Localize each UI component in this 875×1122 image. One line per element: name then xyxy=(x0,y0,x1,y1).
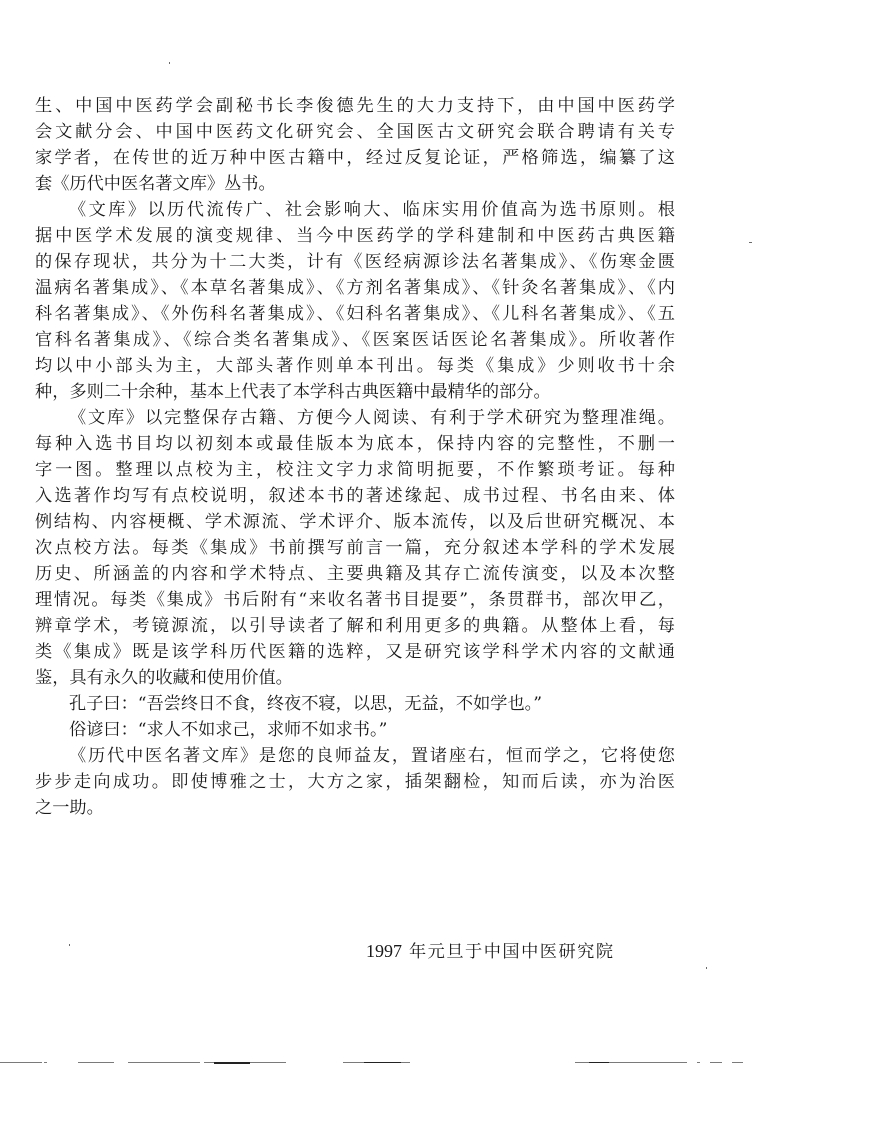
text-line: 会文献分会、中国中医药文化研究会、全国医古文研究会联合聘请有关专 xyxy=(35,122,675,142)
scan-bottom-rule xyxy=(732,1062,743,1063)
text-line: 均以中小部头为主，大部头著作则单本刊出。每类《集成》少则收书十余 xyxy=(35,356,675,376)
text-line: 科名著集成》、《外伤科名著集成》、《妇科名著集成》、《儿科名著集成》、《五 xyxy=(35,304,675,324)
text-line: 鉴，具有永久的收藏和使用价值。 xyxy=(35,668,293,688)
scan-bottom-rule xyxy=(128,1062,200,1063)
paragraph-selection-principles xyxy=(35,197,675,405)
text-line: 套《历代中医名著文库》丛书。 xyxy=(35,174,276,194)
scan-bottom-rule xyxy=(44,1062,47,1063)
text-line: 种，多则二十余种，基本上代表了本学科古典医籍中最精华的部分。 xyxy=(35,382,551,402)
text-line: 类《集成》既是该学科历代医籍的选粹，又是研究该学科学术内容的文献通 xyxy=(35,642,675,662)
text-line: 历史、所涵盖的内容和学术特点、主要典籍及其存亡流传演变，以及本次整 xyxy=(35,564,675,584)
paragraph-closing xyxy=(35,743,675,821)
signature-text: 年元旦于中国中医研究院 xyxy=(408,942,615,962)
text-line: 理情况。每类《集成》书后附有“来收名著书目提要”，条贯群书，部次甲乙， xyxy=(35,590,675,610)
text-line: 之一助。 xyxy=(35,798,104,818)
paragraph-editing-principles xyxy=(35,405,675,691)
text-line: 温病名著集成》、《本草名著集成》、《方剂名著集成》、《针灸名著集成》、《内 xyxy=(35,278,675,298)
scan-speck xyxy=(706,967,707,969)
text-line: 孔子曰：“吾尝终日不食，终夜不寝，以思，无益，不如学也。” xyxy=(69,694,543,714)
scan-bottom-rule xyxy=(710,1062,722,1063)
text-line: 例结构、内容梗概、学术源流、学术评介、版本流传，以及后世研究概况、本 xyxy=(35,512,675,532)
scan-bottom-rule xyxy=(258,1062,286,1063)
scan-bottom-rule xyxy=(697,1062,700,1063)
scan-bottom-rule xyxy=(0,1062,42,1063)
text-line: 《文库》以完整保存古籍、方便今人阅读、有利于学术研究为整理准绳。 xyxy=(69,408,675,428)
text-line: 字一图。整理以点校为主，校注文字力求简明扼要，不作繁琐考证。每种 xyxy=(35,460,675,480)
scan-bottom-rule xyxy=(78,1062,114,1063)
text-line: 入选著作均写有点校说明，叙述本书的著述缘起、成书过程、书名由来、体 xyxy=(35,486,675,506)
scan-speck xyxy=(69,944,70,946)
text-line: 的保存现状，共分为十二大类，计有《医经病源诊法名著集成》、《伤寒金匮 xyxy=(35,252,675,272)
paragraph-proverb xyxy=(35,717,675,743)
text-line: 俗谚曰：“求人不如求己，求师不如求书。” xyxy=(69,720,388,740)
text-line: 据中医学术发展的演变规律、当今中医药学的学科建制和中医药古典医籍 xyxy=(35,226,675,246)
signature-year: 1997 xyxy=(366,941,402,961)
scan-speck xyxy=(169,62,170,64)
paragraph-confucius-quote xyxy=(35,691,675,717)
text-line: 《历代中医名著文库》是您的良师益友，置诸座右，恒而学之，它将使您 xyxy=(69,746,675,766)
text-line: 家学者，在传世的近万种中医古籍中，经过反复论证，严格筛选，编纂了这 xyxy=(35,148,675,168)
scan-speck xyxy=(749,242,752,243)
text-line: 官科名著集成》、《综合类名著集成》、《医案医话医论名著集成》。所收著作 xyxy=(35,330,675,350)
scan-bottom-rule xyxy=(589,1062,609,1063)
scan-bottom-rule xyxy=(364,1062,401,1063)
text-line: 生、中国中医药学会副秘书长李俊德先生的大力支持下，由中国中医药学 xyxy=(35,96,675,116)
text-line: 步步走向成功。即使博雅之士，大方之家，插架翻检，知而后读，亦为治医 xyxy=(35,772,675,792)
text-line: 每种入选书目均以初刻本或最佳版本为底本，保持内容的完整性，不删一 xyxy=(35,434,675,454)
scan-bottom-rule xyxy=(214,1062,250,1064)
text-line: 次点校方法。每类《集成》书前撰写前言一篇，充分叙述本学科的学术发展 xyxy=(35,538,675,558)
signature-dateline xyxy=(366,938,615,965)
preface-body-text xyxy=(35,93,675,821)
text-line: 《文库》以历代流传广、社会影响大、临床实用价值高为选书原则。根 xyxy=(69,200,675,220)
paragraph-continued xyxy=(35,93,675,197)
text-line: 辨章学术，考镜源流，以引导读者了解和利用更多的典籍。从整体上看，每 xyxy=(35,616,675,636)
